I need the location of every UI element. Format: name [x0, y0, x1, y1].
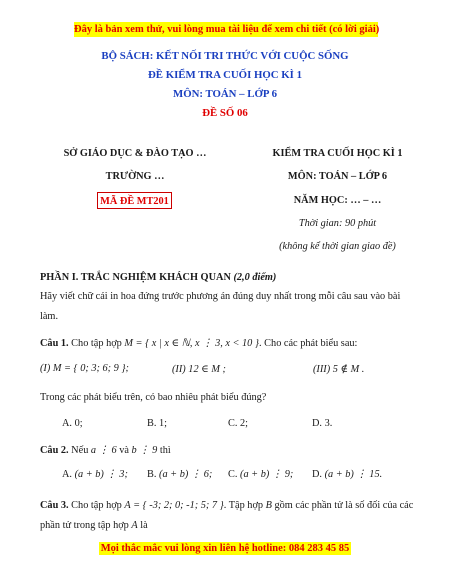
book-series-title: BỘ SÁCH: KẾT NỐI TRI THỨC VỚI CUỘC SỐNG — [101, 50, 349, 62]
question-2-option-c-label: C. — [228, 469, 238, 480]
question-2-condition-a: a ⋮ 6 — [90, 445, 117, 456]
question-2-label: Câu 2. — [40, 445, 69, 456]
question-2-option-b-expr: (a + b) ⋮ 6; — [159, 469, 213, 480]
preview-banner: Đây là bản xem thử, vui lòng mua tài liệu để xem chi tiết (có lời giải) — [74, 24, 380, 35]
question-2-option-d-expr: (a + b) ⋮ 15. — [324, 469, 383, 480]
question-2-and: và — [116, 445, 132, 456]
question-1-label: Câu 1. — [40, 338, 69, 349]
question-3-line2b: là — [137, 520, 148, 531]
question-3-line2a: phần tử trong tập hợp — [40, 520, 132, 531]
question-1-option-a[interactable]: A. 0; — [62, 418, 83, 429]
school-name: TRƯỜNG … — [105, 171, 165, 182]
question-3-text2: . Tập hợp — [223, 500, 266, 511]
question-1-set: M = { x | x ∈ ℕ, x ⋮ 3, x < 10 } — [124, 338, 260, 349]
question-3-set-b: B — [265, 500, 272, 511]
question-1-option-c[interactable]: C. 2; — [228, 418, 249, 429]
question-2-option-d[interactable] — [312, 468, 382, 480]
question-2-option-c[interactable] — [228, 468, 293, 480]
department-name: SỞ GIÁO DỤC & ĐÀO TẠO … — [63, 148, 207, 159]
footer-hotline — [0, 543, 450, 554]
subject-title: MÔN: TOÁN – LỚP 6 — [173, 88, 277, 100]
question-1-option-d[interactable]: D. 3. — [312, 418, 333, 429]
question-3-set: A = { -3; 2; 0; -1; 5; 7 } — [124, 500, 224, 511]
exam-subject: MÔN: TOÁN – LỚP 6 — [287, 171, 388, 182]
question-2-text: Nếu — [68, 445, 91, 456]
exam-title: ĐỀ KIỂM TRA CUỐI HỌC KÌ 1 — [148, 69, 302, 81]
question-2-option-d-label: D. — [312, 469, 323, 480]
school-year: NĂM HỌC: … – … — [293, 195, 382, 206]
question-2-option-a[interactable] — [62, 468, 128, 480]
question-3-text3: gồm các phần tử là số đối của các — [271, 500, 414, 511]
part1-points: (2,0 điểm) — [233, 272, 277, 283]
question-1-text: Cho tập hợp — [68, 338, 125, 349]
question-1-prompt: Trong các phát biểu trên, có bao nhiêu phát biểu đúng? — [40, 392, 267, 403]
question-2-option-b[interactable] — [147, 468, 212, 480]
footer-hotline-text: Mọi thắc mắc vui lòng xin liên hệ hotline: 084 283 45 85 — [100, 543, 350, 554]
question-1-text2: . Cho các phát biểu sau: — [259, 338, 358, 349]
part1-instruction-line2: làm. — [40, 311, 59, 322]
question-1-statement-2: (II) 12 ∈ M ; — [172, 364, 226, 375]
question-1-option-b[interactable]: B. 1; — [147, 418, 168, 429]
question-3-text: Cho tập hợp — [68, 500, 125, 511]
part1-title: PHẦN I. TRẮC NGHIỆM KHÁCH QUAN — [40, 272, 234, 283]
part1-instruction-line1: Hãy viết chữ cái in hoa đứng trước phương án đúng duy nhất trong mỗi câu sau vào bài — [40, 291, 401, 302]
question-3-set-a: A — [131, 520, 138, 531]
question-2-condition-b: b ⋮ 9 — [131, 445, 158, 456]
question-3-stem — [40, 500, 413, 511]
question-2-option-a-label: A. — [62, 469, 73, 480]
exam-number: ĐỀ SỐ 06 — [202, 107, 248, 119]
question-2-stem — [40, 444, 171, 456]
question-3-label: Câu 3. — [40, 500, 69, 511]
question-2-option-a-expr: (a + b) ⋮ 3; — [74, 469, 128, 480]
question-2-then: thì — [157, 445, 171, 456]
question-1-statement-1: (I) M = { 0; 3; 6; 9 }; — [40, 363, 129, 374]
question-1-statement-3: (III) 5 ∉ M . — [313, 364, 365, 375]
question-1-stem — [40, 337, 357, 349]
question-3-stem-line2 — [40, 520, 148, 531]
question-2-option-b-label: B. — [147, 469, 157, 480]
time-note: (không kể thời gian giao đề) — [279, 241, 396, 252]
time-limit: Thời gian: 90 phút — [298, 218, 377, 229]
exam-type: KIỂM TRA CUỐI HỌC KÌ 1 — [272, 148, 403, 159]
part1-heading — [40, 272, 276, 283]
question-2-option-c-expr: (a + b) ⋮ 9; — [240, 469, 294, 480]
exam-code-box: MÃ ĐỀ MT201 — [97, 192, 172, 209]
